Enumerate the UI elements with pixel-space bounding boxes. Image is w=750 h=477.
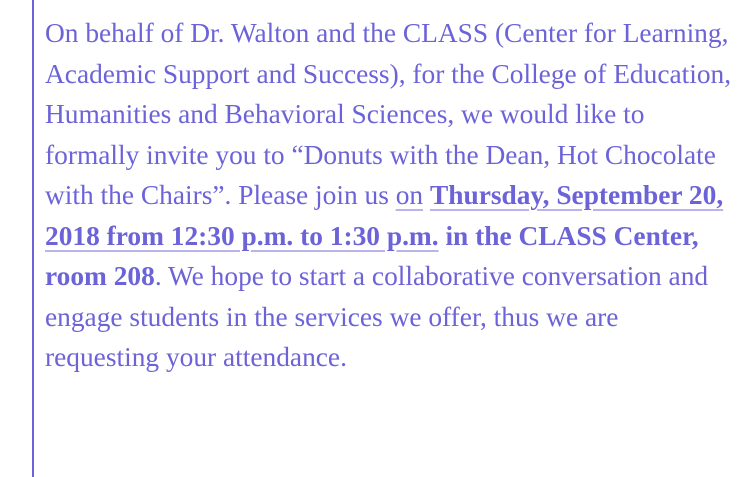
on-link-text: on <box>395 180 424 210</box>
event-location: in the CLASS Center, room 208 <box>45 220 699 291</box>
space-text <box>423 180 430 210</box>
quote-bar <box>32 0 34 477</box>
message-closing-text: . We hope to start a collaborative conversation and engage students in the services we offer, thus we are requesting your attendance. <box>45 261 709 372</box>
event-datetime: Thursday, September 20, 2018 from 12:30 p.m. to 1:30 p.m. <box>45 180 724 251</box>
invitation-message <box>45 13 735 378</box>
message-intro-text: On behalf of Dr. Walton and the CLASS (Center for Learning, Academic Support and Success), for the College of Education, Humanities and Behavioral Sciences, we would like to formally invite you to “Donuts with the Dean, Hot Chocolate with the Chairs”. Please join us <box>45 18 732 210</box>
